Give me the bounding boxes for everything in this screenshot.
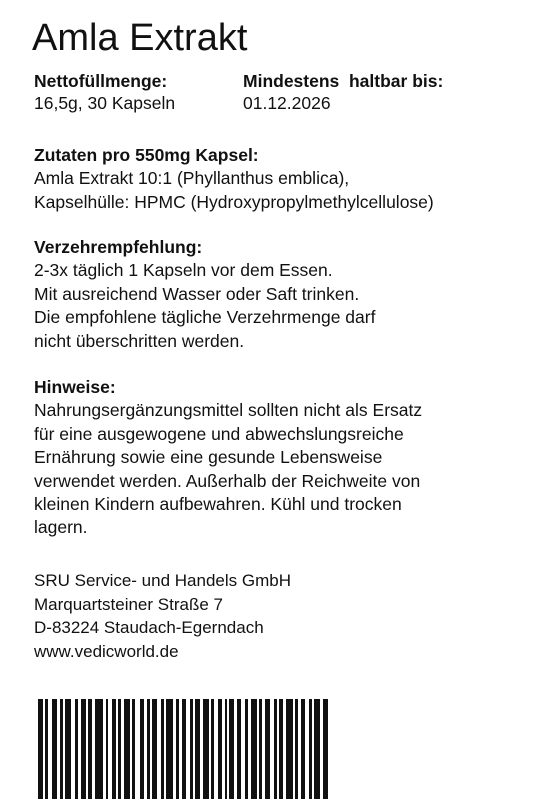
barcode-bar	[182, 699, 186, 799]
best-before-value: 01.12.2026	[243, 93, 331, 113]
barcode-bar	[140, 699, 144, 799]
barcode-bar	[229, 699, 234, 799]
product-title: Amla Extrakt	[32, 17, 248, 59]
usage-line: nicht überschritten werden.	[34, 330, 245, 351]
barcode-bar	[161, 699, 164, 799]
net-content-block	[34, 70, 175, 114]
net-content-value: 16,5g, 30 Kapseln	[34, 93, 176, 113]
barcode-bar	[211, 699, 214, 799]
ingredients-heading: Zutaten pro 550mg Kapsel:	[34, 145, 259, 165]
net-content-label: Nettofüllmenge:	[34, 71, 168, 91]
barcode-bar	[132, 699, 135, 799]
notes-line: lagern.	[34, 517, 88, 538]
company-city: D-83224 Staudach-Egerndach	[34, 618, 264, 637]
ingredients-line: Kapselhülle: HPMC (Hydroxypropylmethylcellulose)	[34, 191, 434, 212]
notes-heading: Hinweise:	[34, 377, 116, 397]
best-before-block	[243, 70, 443, 114]
barcode-bar	[106, 699, 108, 799]
company-name: SRU Service- und Handels GmbH	[34, 571, 291, 590]
notes-line: für eine ausgewogene und abwechslungsreiche	[34, 423, 404, 444]
notes-line: Ernährung sowie eine gesunde Lebensweise	[34, 447, 383, 468]
best-before-label: Mindestens haltbar bis:	[243, 71, 444, 91]
barcode-bar	[75, 699, 78, 799]
barcode-bar	[166, 699, 173, 799]
usage-section	[34, 236, 375, 353]
barcode-bar	[314, 699, 320, 799]
barcode-bar	[52, 699, 57, 799]
usage-line: 2-3x täglich 1 Kapseln vor dem Essen.	[34, 260, 333, 281]
barcode-bar	[203, 699, 209, 799]
barcode-bar	[251, 699, 257, 799]
barcode-bar	[60, 699, 63, 799]
notes-section	[34, 376, 422, 540]
barcode-bar	[301, 699, 305, 799]
barcode-bar	[274, 699, 277, 799]
barcode-bar	[45, 699, 48, 799]
barcode-bar	[286, 699, 293, 799]
usage-line: Mit ausreichend Wasser oder Saft trinken.	[34, 283, 360, 304]
barcode-bar	[190, 699, 193, 799]
barcode-bar	[38, 699, 43, 799]
barcode-bar	[309, 699, 312, 799]
barcode-bar	[118, 699, 121, 799]
barcode-bar	[88, 699, 92, 799]
barcode	[38, 699, 494, 799]
company-address	[34, 569, 291, 663]
barcode-bar	[195, 699, 200, 799]
barcode-bar	[218, 699, 222, 799]
notes-line: verwendet werden. Außerhalb der Reichweite von	[34, 470, 421, 491]
barcode-bar	[279, 699, 283, 799]
barcode-bar	[124, 699, 130, 799]
company-website: www.vedicworld.de	[34, 641, 179, 661]
notes-line: Nahrungsergänzungsmittel sollten nicht als Ersatz	[34, 400, 423, 421]
barcode-bar	[225, 699, 227, 799]
ingredients-line: Amla Extrakt 10:1 (Phyllanthus emblica),	[34, 168, 350, 189]
barcode-bar	[237, 699, 241, 799]
barcode-bar	[65, 699, 71, 799]
barcode-bar	[112, 699, 116, 799]
ingredients-section	[34, 144, 434, 214]
barcode-bar	[95, 699, 103, 799]
barcode-bar	[245, 699, 248, 799]
barcode-bar	[323, 699, 328, 799]
barcode-bar	[81, 699, 86, 799]
barcode-bar	[265, 699, 270, 799]
company-street: Marquartsteiner Straße 7	[34, 594, 223, 614]
usage-line: Die empfohlene tägliche Verzehrmenge darf	[34, 307, 376, 328]
notes-line: kleinen Kindern aufbewahren. Kühl und trocken	[34, 494, 402, 515]
barcode-bar	[147, 699, 150, 799]
barcode-bar	[259, 699, 262, 799]
usage-heading: Verzehrempfehlung:	[34, 237, 203, 257]
barcode-bar	[176, 699, 179, 799]
barcode-bar	[295, 699, 298, 799]
barcode-bar	[152, 699, 157, 799]
